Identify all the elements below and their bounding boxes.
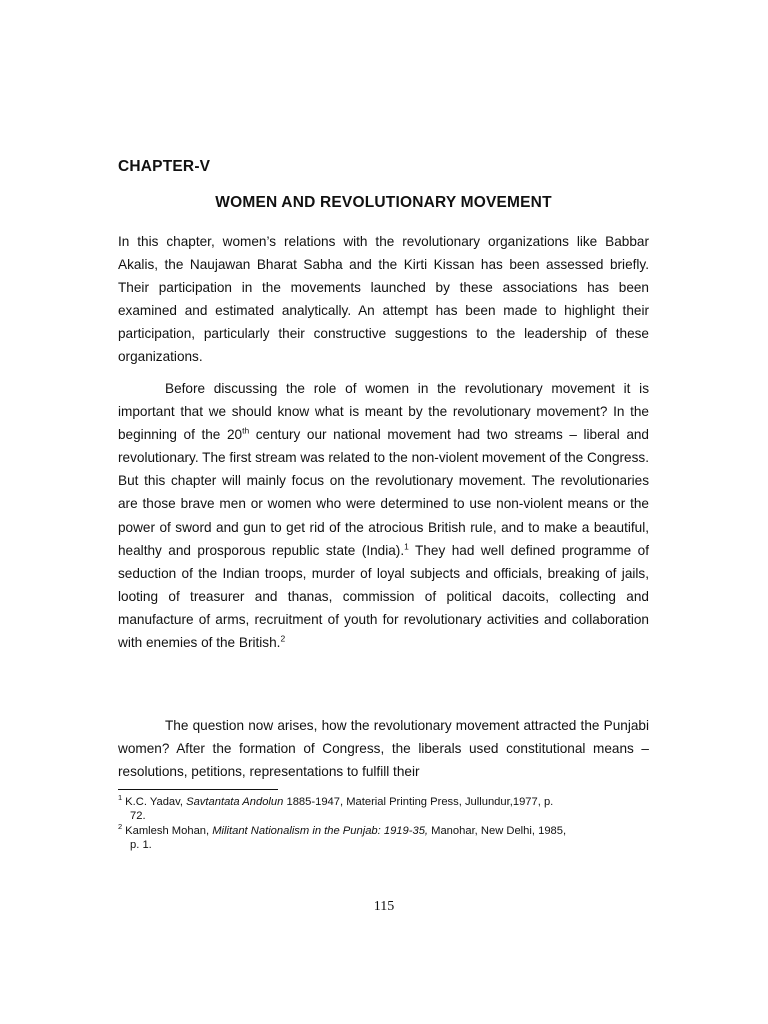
paragraph-text: Before discussing the role of women in the revolutionary movement it is important that we should know what is meant by the revolutionary movement? In the beginning of the 20 <box>118 381 649 443</box>
footnote-author: K.C. Yadav, <box>125 796 187 808</box>
footnote-details: 1885-1947, Material Printing Press, Jullundur,1977, p. <box>283 796 554 808</box>
footnote-number: 1 <box>118 793 123 803</box>
ordinal-superscript: th <box>242 425 250 436</box>
paragraph-question: The question now arises, how the revolutionary movement attracted the Punjabi women? After the formation of Congress, the liberals used constitutional means – resolutions, petitions, representations to fulfill their <box>118 718 649 780</box>
footnote-continuation: 72. <box>130 809 146 822</box>
footnote-reference-1[interactable]: 1 <box>404 541 409 552</box>
page-number: 115 <box>373 899 395 914</box>
footnote-2 <box>118 822 649 852</box>
footnote-1 <box>118 793 649 823</box>
footnote-work-title: Militant Nationalism in the Punjab: 1919-35, <box>212 825 429 837</box>
footnote-work-title: Savtantata Andolun <box>186 796 284 808</box>
footnote-details: Manohar, New Delhi, 1985, <box>428 825 567 837</box>
paragraph-text: century our national movement had two streams – liberal and revolutionary. The first stream was related to the non-violent movement of the Congress. But this chapter will mainly focus on the revolutionary movement. The revolutionaries are those brave men or women who were determined to use non-violent means or the power of sword and gun to get rid of the atrocious British rule, and to make a beautiful, healthy and prosporous republic state (India). <box>118 427 649 558</box>
footnote-author: Kamlesh Mohan, <box>125 825 213 837</box>
chapter-label: CHAPTER-V <box>118 158 211 175</box>
footnote-reference-2[interactable]: 2 <box>280 633 286 644</box>
footnote-continuation: p. 1. <box>130 838 152 851</box>
paragraph-definition <box>118 377 649 654</box>
paragraph-intro: In this chapter, women’s relations with the revolutionary organizations like Babbar Akalis, the Naujawan Bharat Sabha and the Kirti Kissan has been assessed briefly. Their participation in the movements launched by these associations has been examined and estimated analytically. An attempt has been made to highlight their participation, particularly their constructive suggestions to the leadership of these organizations. <box>118 234 649 365</box>
chapter-title: WOMEN AND REVOLUTIONARY MOVEMENT <box>215 194 552 211</box>
paragraph-text: They had well defined programme of seduction of the Indian troops, murder of loyal subjects and officials, breaking of jails, looting of treasurer and thanas, commission of political dacoits, collecting and manufacture of arms, recruitment of youth for revolutionary activities and collaboration with enemies of the British. <box>118 542 649 651</box>
footnote-divider <box>118 789 278 790</box>
footnote-number: 2 <box>118 822 123 832</box>
